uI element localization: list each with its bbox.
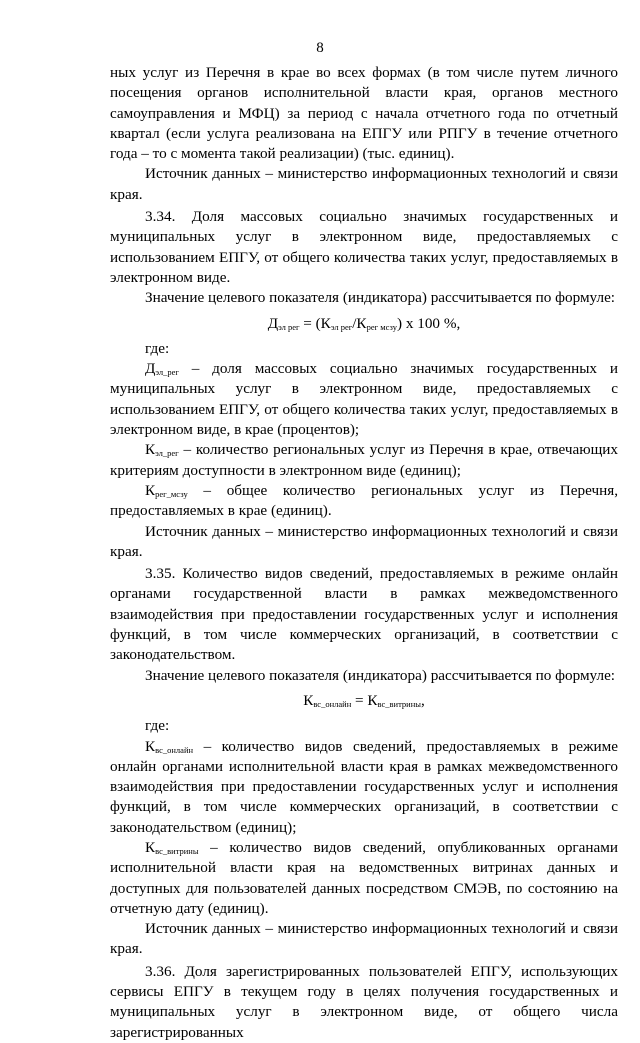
formula-text: Д: [267, 314, 279, 332]
formula-subscript: эл рег: [278, 321, 300, 332]
formula-text: ,: [420, 691, 425, 709]
definition-text: – общее количество региональных услуг из Перечня, предоставляемых в крае (единиц).: [110, 481, 618, 520]
definition-text: – количество региональных услуг из Перечня в крае, отвечающих критериям доступности в электронном виде (единиц);: [110, 441, 618, 479]
formula-text: /К: [352, 314, 367, 332]
definition: [110, 838, 618, 919]
definition: [110, 440, 618, 481]
formula-text: ) х 100 %,: [397, 314, 461, 332]
definition-text: – доля массовых социально значимых государственных и муниципальных услуг в электронном виде, предоставляемых с использованием ЕПГУ, от общего количества таких услуг, предоставляемых в электронном виде, в крае (процентов);: [110, 360, 618, 439]
definition-subscript: рег_мсзу: [155, 488, 188, 499]
definition-subscript: вс_витрины: [155, 845, 199, 856]
formula-subscript: рег мсзу: [366, 321, 397, 332]
definition-symbol: К: [145, 838, 156, 856]
formula-subscript: эл рег: [330, 321, 353, 332]
formula-text: К: [303, 691, 314, 709]
paragraph: 3.34. Доля массовых социально значимых государственных и муниципальных услуг в электронном виде, предоставляемых с использованием ЕПГУ, от общего количества таких услуг, предоставляемых в электронном виде.: [110, 208, 618, 286]
formula-subscript: вс_онлайн: [313, 698, 352, 709]
definition-subscript: эл_рег: [155, 448, 179, 459]
definition-text: – количество видов сведений, опубликованных органами исполнительной власти края на ведомственных витринах данных и доступных для пользователей данных посредством СМЭВ, по состоянию на отчетную дату (единиц).: [110, 838, 618, 917]
formula: [110, 691, 618, 711]
definition-symbol: К: [145, 441, 156, 459]
definition-subscript: вс_онлайн: [155, 744, 194, 755]
paragraph: Значение целевого показателя (индикатора) рассчитывается по формуле:: [145, 289, 616, 307]
where-label: где:: [145, 339, 170, 357]
page-number: 8: [316, 40, 324, 56]
paragraph: Источник данных – министерство информационных технологий и связи края.: [110, 165, 618, 203]
definition: [110, 359, 618, 440]
formula-text: = (К: [299, 314, 331, 332]
where-label: где:: [145, 717, 170, 735]
formula-text: = К: [351, 691, 378, 709]
definition-symbol: К: [145, 737, 156, 755]
definition-subscript: эл_рег: [155, 367, 179, 378]
formula: [110, 314, 618, 334]
definition-text: – количество видов сведений, предоставляемых в режиме онлайн органами исполнительной власти края в рамках межведомственного взаимодействия при предоставлении государственных услуг и исполнения функций, в том числе коммерческих организаций, в соответствии с законодательством (единиц);: [110, 737, 618, 836]
paragraph: ных услуг из Перечня в крае во всех формах (в том числе путем личного посещения органов исполнительной власти края, органов местного самоуправления и МФЦ) за период с начала отчетного года по отчетный квартал (если услуга реализована на ЕПГУ или РПГУ в течение отчетного года – то с момента такой реализации) (тыс. единиц).: [110, 64, 618, 163]
definition-symbol: К: [145, 481, 156, 499]
paragraph: 3.36. Доля зарегистрированных пользователей ЕПГУ, использующих сервисы ЕПГУ в текущем году в целях получения государственных и муниципальных услуг в электронном виде, от общего числа зарегистрированных: [110, 962, 618, 1041]
definition: [110, 737, 618, 838]
definition: [110, 481, 618, 522]
document-body: [110, 63, 618, 1043]
paragraph: Значение целевого показателя (индикатора) рассчитывается по формуле:: [145, 666, 616, 684]
formula-subscript: вс_витрины: [377, 698, 421, 709]
paragraph: Источник данных – министерство информационных технологий и связи края.: [110, 920, 618, 958]
paragraph: Источник данных – министерство информационных технологий и связи края.: [110, 522, 618, 560]
paragraph: 3.35. Количество видов сведений, предоставляемых в режиме онлайн органами государственной власти в рамках межведомственного взаимодействия при предоставлении государственных услуг и исполнения функций, в том числе коммерческих организаций, в соответствии с законодательством.: [110, 565, 618, 664]
definition-symbol: Д: [145, 360, 156, 378]
